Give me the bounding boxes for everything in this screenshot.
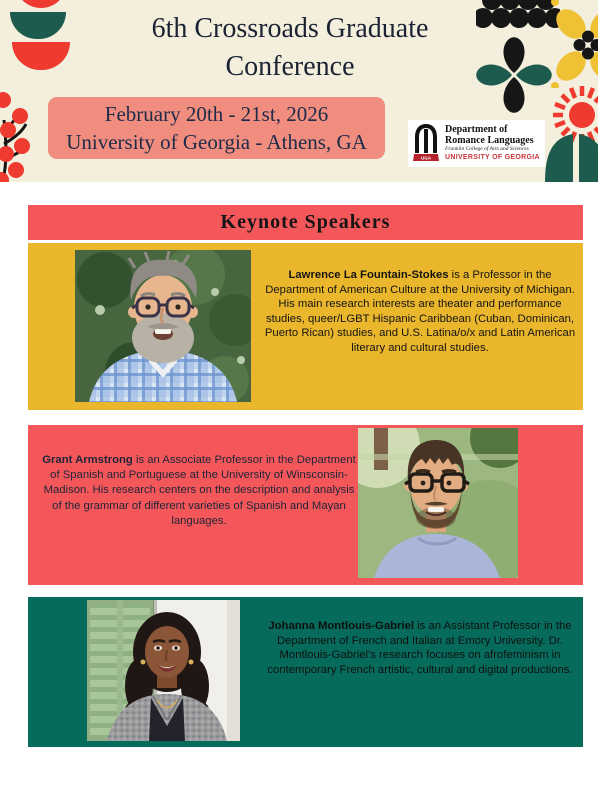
speaker-photo-lafountain-stokes — [75, 250, 251, 402]
title-line-2: Conference — [225, 51, 355, 82]
speaker-card-lafountain-stokes — [28, 243, 583, 410]
logo-university-line: UNIVERSITY OF GEORGIA — [445, 154, 540, 162]
logo-dept-line1: Department of — [445, 124, 508, 136]
uga-arch-icon — [412, 123, 440, 164]
speaker-name: Johanna Montlouis-Gabriel — [268, 620, 414, 632]
logo-dept-line2: Romance Languages — [445, 134, 534, 146]
speaker-name: Lawrence La Fountain-Stokes — [288, 269, 449, 281]
speaker-name: Grant Armstrong — [42, 454, 133, 466]
semicircle-decoration-icon — [15, 0, 67, 8]
logo-college-line: Franklin College of Arts and Sciences — [445, 146, 529, 153]
svg-text:UGA: UGA — [421, 155, 431, 161]
sunburst-flower-icon — [543, 86, 598, 182]
speaker-photo-montlouis-gabriel — [87, 600, 240, 741]
speaker-bio: Johanna Montlouis-Gabriel is an Assistant Professor in the Department of French and Italian at Emory University. Dr. Montlouis-Gabriel's research focuses on afrofeminism in contemporary French artistic, cultural and digital productions. — [267, 620, 573, 676]
header-section — [0, 0, 598, 182]
department-logo — [408, 120, 545, 167]
page-title — [55, 10, 525, 86]
speaker-card-armstrong — [28, 425, 583, 585]
yellow-flower-icon — [549, 0, 598, 88]
berry-branch-icon — [0, 92, 46, 182]
title-line-1: 6th Crossroads Graduate — [151, 13, 429, 44]
speaker-bio: Grant Armstrong is an Associate Professor in the Department of Spanish and Portuguese at the University of Winsconsin-Madison. His research centers on the description and analysis of the grammar of different varieties of Spanish and Mayan languages. — [42, 454, 356, 527]
date-location-banner — [48, 97, 385, 159]
date-line: February 20th - 21st, 2026 — [104, 102, 329, 126]
speaker-card-montlouis-gabriel — [28, 597, 583, 747]
keynote-speakers-heading: Keynote Speakers — [28, 205, 583, 240]
speaker-bio: Lawrence La Fountain-Stokes is a Professor in the Department of American Culture at the University of Michigan. His main research interests are theater and performance studies, queer/LGBT Hispanic Caribbean (Cuban, Dominican, Puerto Rican) studies, and U.S. Latina/o/x and Latin American literary and cultural studies. — [264, 269, 576, 354]
speaker-photo-armstrong — [358, 428, 518, 578]
location-line: University of Georgia - Athens, GA — [66, 130, 367, 154]
